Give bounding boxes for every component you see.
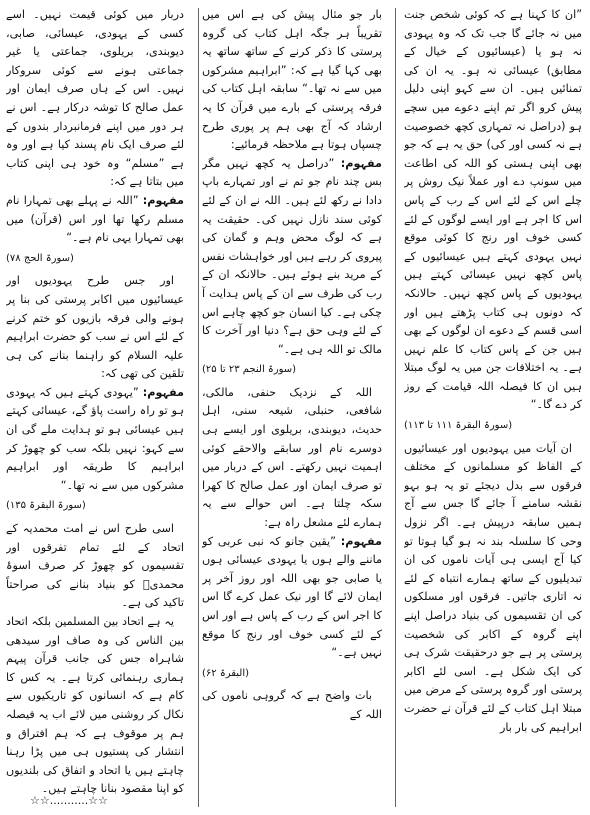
verse-reference: (سورۃ البقرۃ ۱۱۱ تا ۱۱۳) (404, 420, 513, 432)
quran-quote (202, 155, 382, 360)
star-ornament: ☆☆...........☆☆ (30, 794, 108, 807)
middle-column (202, 6, 382, 809)
quote-text: ”دراصل یہ کچھ نہیں مگر بس چند نام جو تم نے اور تمہارے باپ دادا نے رکھ لئے ہیں۔ اللہ نے ان کے لئے کوئی سند نازل نہیں کی۔ حقیقت یہ ہے کہ لوگ محض وہم و گمان کی پیروی کر رہے ہیں اور خواہشات نفس کے مرید بنے ہوئے ہیں۔ حالانکہ ان کے رب کی طرف سے ان کے پاس ہدایت آ چکی ہے۔ کیا انسان جو کچھ چاہے اس کے لئے وہی حق ہے؟ دنیا اور آخرت کا مالک تو اللہ ہی ہے۔“ (202, 156, 382, 356)
footer-ornament (30, 794, 108, 807)
quran-quote (6, 384, 184, 496)
quote-label: مفہوم: (340, 534, 382, 548)
right-column (404, 6, 582, 809)
quote-label: مفہوم: (340, 156, 382, 170)
verse-reference: (البقرۃ ۶۲) (202, 667, 250, 679)
quran-quote (6, 192, 184, 248)
left-column (6, 6, 184, 809)
verse-reference: (سورۃ النجم ۲۳ تا ۲۵) (202, 364, 297, 376)
paragraph: ان آیات میں یہودیوں اور عیسائیوں کے الفاظ کو مسلمانوں کے مختلف فرقوں سے بدل دیجئے تو یہ ہو بہو نقشہ سامنے آ جائے گا جس سے آج ہمیں سابقہ درپیش ہے۔ اگر نزول وحی کا سلسلہ بند نہ ہو گیا ہوتا تو کیا آج ایسی ہی آیات ناموں کی ان تبدیلیوں کے ساتھ ہمارے انتباہ کے لئے نہ اتاری جاتیں۔ فرقوں اور مسلکوں کی ان تقسیموں کی بنیاد دراصل اپنے اپنے گروہ کے اکابر کی شخصیت پرستی پر ہے جو درحقیقت شرک ہی کی ایک شکل ہے۔ اسی لئے اکابر پرستی اور گروہ پرستی کے مرض میں مبتلا اہل کتاب کے لئے قرآن نے حضرت ابراہیم کی بار بار (404, 441, 582, 734)
paragraph: اور جس طرح یہودیوں اور عیسائیوں میں اکابر پرستی کی بنا پر ہونے والی فرقہ بازیوں کو ختم کرنے کے لئے اس نے سب کو حضرت ابراہیم علیہ السلام کو راہنما بنانے کی ہی تلقین کی تھی کہ: (6, 274, 184, 381)
quran-quote (202, 533, 382, 663)
column-divider (395, 8, 396, 807)
quran-quote: ”ان کا کہنا ہے کہ کوئی شخص جنت میں نہ جائے گا جب تک کہ وہ یہودی نہ ہو یا (عیسائیوں کے خیال کے مطابق) عیسائی نہ ہو۔ یہ ان کی تمنائیں ہیں۔ ان سے کہو اپنی دلیل پیش کرو اگر تم اپنے دعوے میں سچے ہو (دراصل نہ تمہاری کچھ خصوصیت ہے نہ کسی اور کی) حق یہ ہے کہ جو بھی اپنی ہستی کو اللہ کی اطاعت میں سونپ دے اور عملاً نیک روش پر چلے اس کے لئے اس کے رب کے پاس اس کا اجر ہے اور ایسے لوگوں کے لئے کسی خوف اور رنج کا کوئی موقع نہیں یہودی کہتے ہیں عیسائیوں کے پاس کچھ نہیں عیسائی کہتے ہیں یہودیوں کے پاس کچھ نہیں۔ حالانکہ کہ دونوں ہی کتاب پڑھتے ہیں اور اسی قسم کے دعوے ان لوگوں کے بھی ہیں جن کے پاس کتاب کا علم نہیں ہے۔ یہ اختلافات جن میں یہ لوگ مبتلا ہیں ان کا فیصلہ اللہ قیامت کے روز کر دے گا۔“ (404, 8, 582, 412)
paragraph: اسی طرح اس نے امت محمدیہ کے اتحاد کے لئے تمام تفرقوں اور تقسیموں کو چھوڑ کر صرف اسوۂ محمدیؐ کو بنیاد بنانے کی صراحتاً تاکید کی ہے۔ (6, 522, 184, 610)
quote-text: ”یہودی کہتے ہیں کہ یہودی ہو تو راہ راست پاؤ گے، عیسائی کہتے ہیں عیسائی ہو تو ہدایت ملے گی ان سے کہو: نہیں بلکہ سب کو چھوڑ کر ابراہیم کا طریقہ اور ابراہیم مشرکوں میں سے نہ تھا۔“ (6, 385, 184, 492)
verse-reference: (سورۃ الحج ۷۸) (6, 252, 74, 264)
paragraph: بات واضح ہے کہ گروہی ناموں کی اللہ کے (202, 689, 382, 721)
verse-reference: (سورۃ البقرۃ ۱۳۵) (6, 500, 86, 512)
paragraph: اللہ کے نزدیک حنفی، مالکی، شافعی، حنبلی، شیعہ سنی، اہل حدیث، دیوبندی، بریلوی اور ایسے ہی دوسرے نام اور سابقے والاحقے کوئی اہمیت نہیں رکھتے۔ اس کے دربار میں تو صرف ایمان اور عمل صالح کا کھرا سکہ چلتا ہے۔ اس حوالے سے یہ ہمارے لئے مشعل راہ ہے: (202, 385, 382, 530)
quote-text: ”یقین جانو کہ نبی عربی کو ماننے والے ہوں یا یہودی عیسائی ہوں یا صابی جو بھی اللہ اور روز آخر پر ایمان لائے گا اور نیک عمل کرے گا اس کا اجر اس کے رب کے پاس ہے اور اس کے لئے کسی خوف اور رنج کا موقع نہیں ہے۔“ (202, 534, 382, 660)
quote-label: مفہوم: (142, 385, 184, 399)
column-divider (198, 8, 199, 807)
paragraph: یہ ہے اتحاد بین المسلمین بلکہ اتحاد بین الناس کی وہ صاف اور سیدھی شاہراہ جس کی جانب قرآن پیہم ہماری رہنمائی کرتا ہے۔ یہ کس کا کام ہے کہ انسانوں کو تاریکیوں سے نکال کر روشنی میں لائے اب یہ فیصلہ ہم پر موقوف ہے کہ ہم افتراق و انتشار کی پستیوں ہی میں پڑا رہنا چاہتے ہیں یا اتحاد و اتفاق کی بلندیوں کو اپنا مقصود بنانا چاہتے ہیں۔ (6, 615, 184, 796)
paragraph: دربار میں کوئی قیمت نہیں۔ اسے کسی کے یہودی، عیسائی، صابی، دیوبندی، بریلوی، جماعتی یا غیر جماعتی ہونے سے کوئی سروکار نہیں۔ اس کے ہاں صرف ایمان اور عمل صالح کا توشہ درکار ہے۔ اس نے ہر دور میں اپنے فرمانبردار بندوں کے لئے صرف ایک نام پسند کیا ہے اور وہ ہے ”مسلم“ وہ خود ہی اپنی کتاب میں بتاتا ہے کہ: (6, 8, 184, 189)
quote-text: ”اللہ نے پہلے بھی تمہارا نام مسلم رکھا تھا اور اس (قرآن) میں بھی تمہارا یہی نام ہے۔“ (6, 193, 184, 245)
paragraph: بار جو مثال پیش کی ہے اس میں تقریباً ہر جگہ اہل کتاب کی گروہ پرستی کا ذکر کرنے کے ساتھ ساتھ یہ بھی کہا گیا ہے کہ: ”ابراہیم مشرکوں میں سے نہ تھا۔“ سابقہ اہل کتاب کی فرقہ پرستی کے بارے میں قرآن کا یہ ارشاد کہ آج بھی ہم پر پوری طرح چسپاں ہوتا ہے ملاحظہ فرمائیے: (202, 8, 382, 152)
quote-label: مفہوم: (142, 193, 184, 207)
